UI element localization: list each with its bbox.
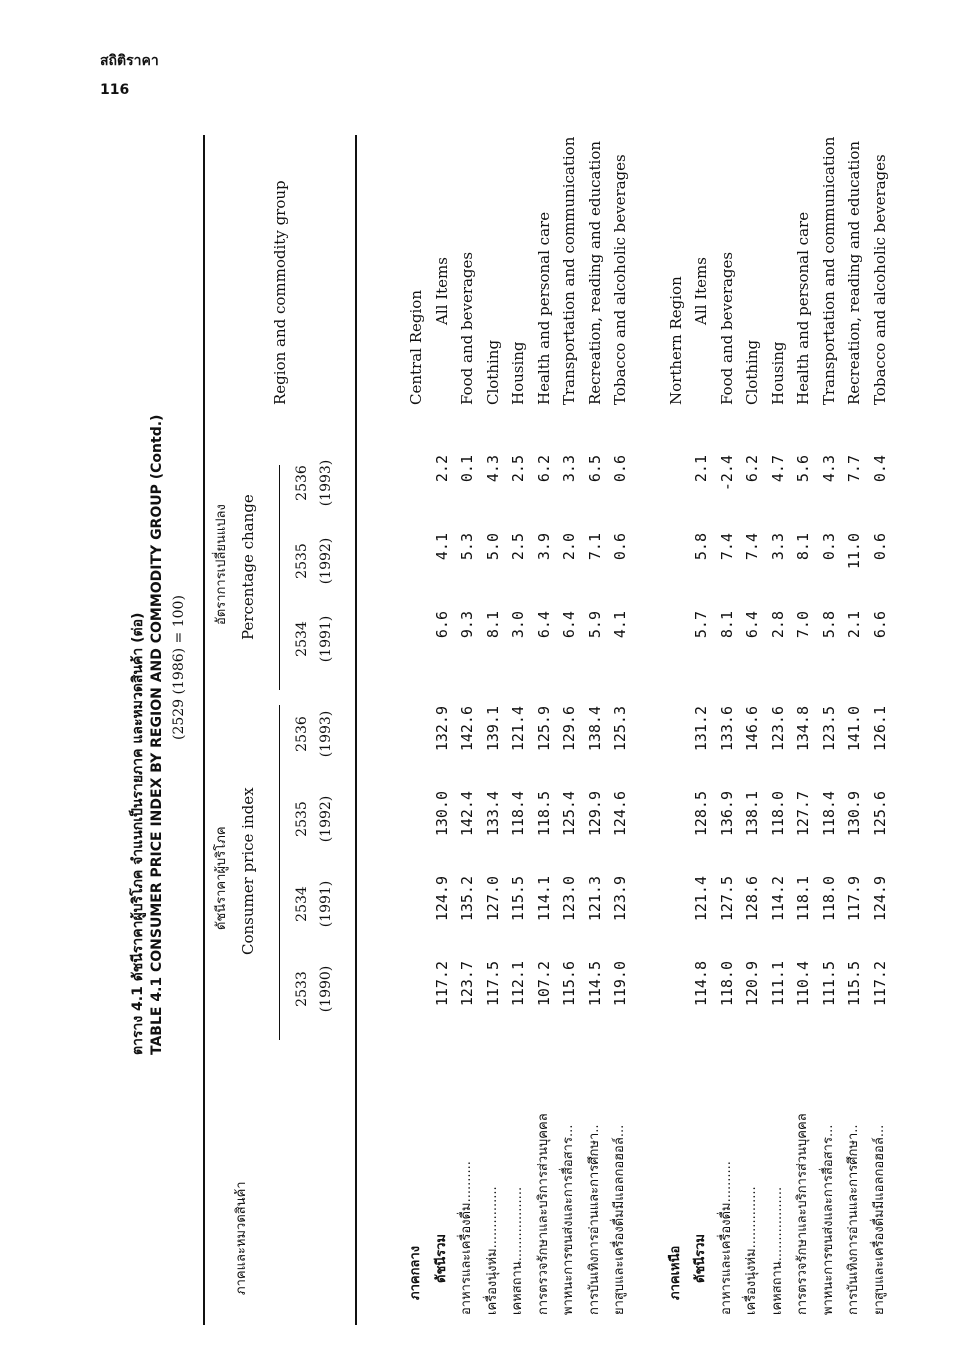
cpi-value: 124.9 (432, 876, 451, 922)
pct-value: 7.0 (794, 611, 812, 639)
cpi-value: 146.6 (743, 706, 761, 752)
row-label-english: Tobacco and alcoholic beverages (870, 154, 889, 405)
cpi-value: 111.1 (768, 961, 787, 1007)
cpi-value: 142.6 (458, 706, 476, 752)
row-label-thai: การบันเทิงการอ่านและการศึกษา.. (586, 1124, 602, 1315)
row-label-thai: การบันเทิงการอ่านและการศึกษา.. (846, 1124, 861, 1315)
pct-value: 0.1 (458, 455, 476, 483)
cpi-value: 139.1 (483, 706, 502, 752)
cpi-value: 120.9 (743, 961, 761, 1007)
cpi-value: 138.4 (585, 706, 604, 752)
pct-value: 2.1 (845, 611, 863, 639)
pct-value: 5.8 (819, 611, 838, 639)
row-label-english: Transportation and communication (819, 136, 838, 405)
cpi-value: 121.3 (585, 876, 604, 922)
cpi-value: 138.1 (743, 791, 761, 837)
row-label-english: Housing (509, 341, 527, 405)
pct-value: 9.3 (458, 611, 476, 639)
row-label-english: Health and personal care (534, 211, 553, 405)
cpi-group-rule (279, 705, 280, 1040)
pct-value: 4.1 (611, 611, 629, 639)
pct-year-be: 2534 (294, 621, 310, 657)
pct-group-rule (279, 465, 280, 690)
cpi-year-ce: (1992) (318, 795, 334, 843)
cpi-year-be: 2534 (294, 886, 310, 922)
cpi-value: 114.5 (585, 961, 604, 1007)
pct-value: 2.5 (509, 455, 527, 483)
cpi-value: 123.9 (611, 876, 629, 922)
pct-value: 5.8 (692, 533, 710, 561)
pct-value: 8.1 (717, 611, 736, 639)
region-name-english: Central Region (407, 290, 425, 405)
top-rule (203, 135, 205, 1325)
row-label-english: Health and personal care (794, 211, 812, 405)
pct-value: 3.3 (560, 455, 578, 483)
cpi-value: 117.2 (870, 961, 889, 1007)
row-label-english: All Items (432, 257, 451, 325)
cpi-value: 117.5 (483, 961, 502, 1007)
pct-value: 0.6 (611, 455, 629, 483)
row-label-english: Tobacco and alcoholic beverages (611, 154, 629, 405)
row-label-english: Recreation, reading and education (845, 140, 863, 405)
pct-value: 2.0 (560, 533, 578, 561)
cpi-value: 127.7 (794, 791, 812, 837)
cpi-value: 115.5 (509, 876, 527, 922)
row-label-english: Food and beverages (458, 251, 476, 405)
pct-value: 0.6 (611, 533, 629, 561)
cpi-header-english: Consumer price index (239, 787, 257, 955)
pct-value: 3.9 (534, 533, 553, 561)
cpi-value: 118.4 (819, 791, 838, 837)
pct-value: 6.4 (534, 611, 553, 639)
pct-value: 4.1 (432, 533, 451, 561)
cpi-value: 114.1 (534, 876, 553, 922)
pct-value: 11.0 (845, 533, 863, 570)
cpi-value: 125.4 (560, 791, 578, 837)
pct-value: 2.2 (432, 455, 451, 483)
pct-value: 6.2 (743, 455, 761, 483)
row-label-english: Clothing (743, 339, 761, 405)
cpi-value: 115.6 (560, 961, 578, 1007)
cpi-value: 114.2 (768, 876, 787, 922)
cpi-value: 117.9 (845, 876, 863, 922)
row-label-english: Recreation, reading and education (585, 140, 604, 405)
cpi-value: 135.2 (458, 876, 476, 922)
table-base: (2529 (1986) = 100) (171, 595, 187, 740)
cpi-year-be: 2536 (294, 716, 310, 752)
row-label-english: Clothing (483, 339, 502, 405)
cpi-value: 110.4 (794, 961, 812, 1007)
cpi-value: 123.0 (560, 876, 578, 922)
pct-value: 3.0 (509, 611, 527, 639)
bottom-rule (355, 135, 357, 1325)
cpi-value: 131.2 (692, 706, 710, 752)
row-label-thai: เครื่องนุ่งห่ม............... (484, 1186, 500, 1315)
pct-value: 4.3 (819, 455, 838, 483)
table-title-english: TABLE 4.1 CONSUMER PRICE INDEX BY REGION AND COMMODITY GROUP (Contd.) (149, 414, 165, 1055)
row-label-english: Housing (768, 341, 787, 405)
row-label-thai: อาหารและเครื่องดื่ม.......... (718, 1161, 734, 1315)
pct-value: 0.4 (870, 455, 889, 483)
cpi-value: 124.9 (870, 876, 889, 922)
row-label-thai: ดัชนีรวม (693, 1233, 708, 1283)
cpi-value: 121.4 (692, 876, 710, 922)
cpi-year-ce: (1991) (318, 880, 334, 928)
cpi-value: 121.4 (509, 706, 527, 752)
pct-value: 6.6 (870, 611, 889, 639)
pct-value: 6.4 (560, 611, 578, 639)
cpi-value: 130.0 (432, 791, 451, 837)
cpi-value: 141.0 (845, 706, 863, 752)
cpi-value: 129.6 (560, 706, 578, 752)
pct-value: 3.3 (768, 533, 787, 561)
row-label-thai: พาหนะการขนส่งและการสื่อสาร... (561, 1124, 576, 1315)
pct-value: 7.7 (845, 455, 863, 483)
running-head: สถิติราคา (100, 53, 159, 69)
cpi-value: 117.2 (432, 961, 451, 1007)
cpi-value: 123.5 (819, 706, 838, 752)
cpi-value: 124.6 (611, 791, 629, 837)
pct-value: 2.5 (509, 533, 527, 561)
cpi-value: 114.8 (692, 961, 710, 1007)
pct-value: -2.4 (717, 455, 736, 492)
pct-value: 6.4 (743, 611, 761, 639)
pct-value: 5.6 (794, 455, 812, 483)
cpi-value: 125.6 (870, 791, 889, 837)
cpi-value: 118.4 (509, 791, 527, 837)
cpi-year-be: 2533 (294, 971, 310, 1007)
cpi-year-be: 2535 (294, 801, 310, 837)
cpi-value: 133.6 (717, 706, 736, 752)
pct-value: 6.6 (432, 611, 451, 639)
pct-value: 6.2 (534, 455, 553, 483)
cpi-year-ce: (1990) (318, 965, 334, 1013)
cpi-value: 130.9 (845, 791, 863, 837)
pct-value: 6.5 (585, 455, 604, 483)
cpi-value: 126.1 (870, 706, 889, 752)
row-label-thai: การตรวจรักษาและบริการส่วนบุคคล (795, 1113, 810, 1315)
pct-value: 0.3 (819, 533, 838, 561)
region-name-thai: ภาคกลาง (408, 1245, 423, 1300)
row-label-thai: พาหนะการขนส่งและการสื่อสาร... (820, 1124, 836, 1315)
pct-year-be: 2535 (294, 543, 310, 579)
pct-value: 7.4 (717, 533, 736, 561)
pct-year-ce: (1993) (318, 459, 334, 507)
cpi-value: 128.6 (743, 876, 761, 922)
row-label-thai: ดัชนีรวม (433, 1233, 449, 1283)
row-label-thai: ยาสูบและเครื่องดื่มมีแอลกอฮอล์... (612, 1124, 627, 1315)
cpi-value: 112.1 (509, 961, 527, 1007)
cpi-value: 118.0 (768, 791, 787, 837)
cpi-header-thai: ดัชนีราคาผู้บริโภค (214, 826, 229, 930)
row-label-english: Transportation and communication (560, 136, 578, 405)
cpi-value: 119.0 (611, 961, 629, 1007)
pct-value: 7.1 (585, 533, 604, 561)
cpi-value: 118.0 (819, 876, 838, 922)
pct-value: 0.6 (870, 533, 889, 561)
cpi-value: 133.4 (483, 791, 502, 837)
row-label-english: All Items (692, 257, 710, 325)
cpi-value: 125.9 (534, 706, 553, 752)
pct-value: 2.8 (768, 611, 787, 639)
pct-value: 5.0 (483, 533, 502, 561)
pct-header-thai: อัตราการเปลี่ยนแปลง (214, 504, 229, 625)
row-label-thai: เคหสถาน.................. (510, 1186, 525, 1315)
cpi-value: 127.0 (483, 876, 502, 922)
pct-header-english: Percentage change (239, 494, 257, 640)
pct-value: 4.7 (768, 455, 787, 483)
row-label-thai: เครื่องนุ่งห่ม............... (744, 1186, 759, 1315)
pct-year-be: 2536 (294, 465, 310, 501)
pct-value: 5.7 (692, 611, 710, 639)
cpi-value: 118.5 (534, 791, 553, 837)
row-label-thai: ยาสูบและเครื่องดื่มมีแอลกอฮอล์... (871, 1124, 887, 1315)
row-label-english: Food and beverages (717, 251, 736, 405)
cpi-value: 125.3 (611, 706, 629, 752)
pct-value: 5.3 (458, 533, 476, 561)
page-number: 116 (100, 82, 130, 98)
cpi-value: 132.9 (432, 706, 451, 752)
row-label-thai: เคหสถาน.................. (769, 1186, 785, 1315)
pct-year-ce: (1991) (318, 615, 334, 663)
cpi-value: 118.0 (717, 961, 736, 1007)
rotated-table (115, 135, 889, 1325)
cpi-value: 107.2 (534, 961, 553, 1007)
pct-value: 2.1 (692, 455, 710, 483)
cpi-value: 134.8 (794, 706, 812, 752)
cpi-value: 136.9 (717, 791, 736, 837)
cpi-value: 128.5 (692, 791, 710, 837)
cpi-value: 118.1 (794, 876, 812, 922)
cpi-value: 111.5 (819, 961, 838, 1007)
cpi-value: 127.5 (717, 876, 736, 922)
cpi-value: 142.4 (458, 791, 476, 837)
cpi-year-ce: (1993) (318, 710, 334, 758)
pct-value: 8.1 (794, 533, 812, 561)
table-title-thai: ตาราง 4.1 ดัชนีราคาผู้บริโภค จำแนกเป็นรายภาค และหมวดสินค้า (ต่อ) (130, 612, 146, 1055)
pct-year-ce: (1992) (318, 537, 334, 585)
region-name-thai: ภาคเหนือ (667, 1245, 683, 1300)
right-column-header: Region and commodity group (271, 180, 289, 405)
cpi-value: 123.6 (768, 706, 787, 752)
cpi-value: 123.7 (458, 961, 476, 1007)
pct-value: 5.9 (585, 611, 604, 639)
cpi-value: 115.5 (845, 961, 863, 1007)
left-column-header: ภาคและหมวดสินค้า (234, 1181, 249, 1295)
pct-value: 8.1 (483, 611, 502, 639)
pct-value: 4.3 (483, 455, 502, 483)
region-name-english: Northern Region (666, 276, 685, 405)
cpi-value: 129.9 (585, 791, 604, 837)
row-label-thai: อาหารและเครื่องดื่ม.......... (459, 1161, 474, 1315)
pct-value: 7.4 (743, 533, 761, 561)
row-label-thai: การตรวจรักษาและบริการส่วนบุคคล (535, 1113, 551, 1315)
